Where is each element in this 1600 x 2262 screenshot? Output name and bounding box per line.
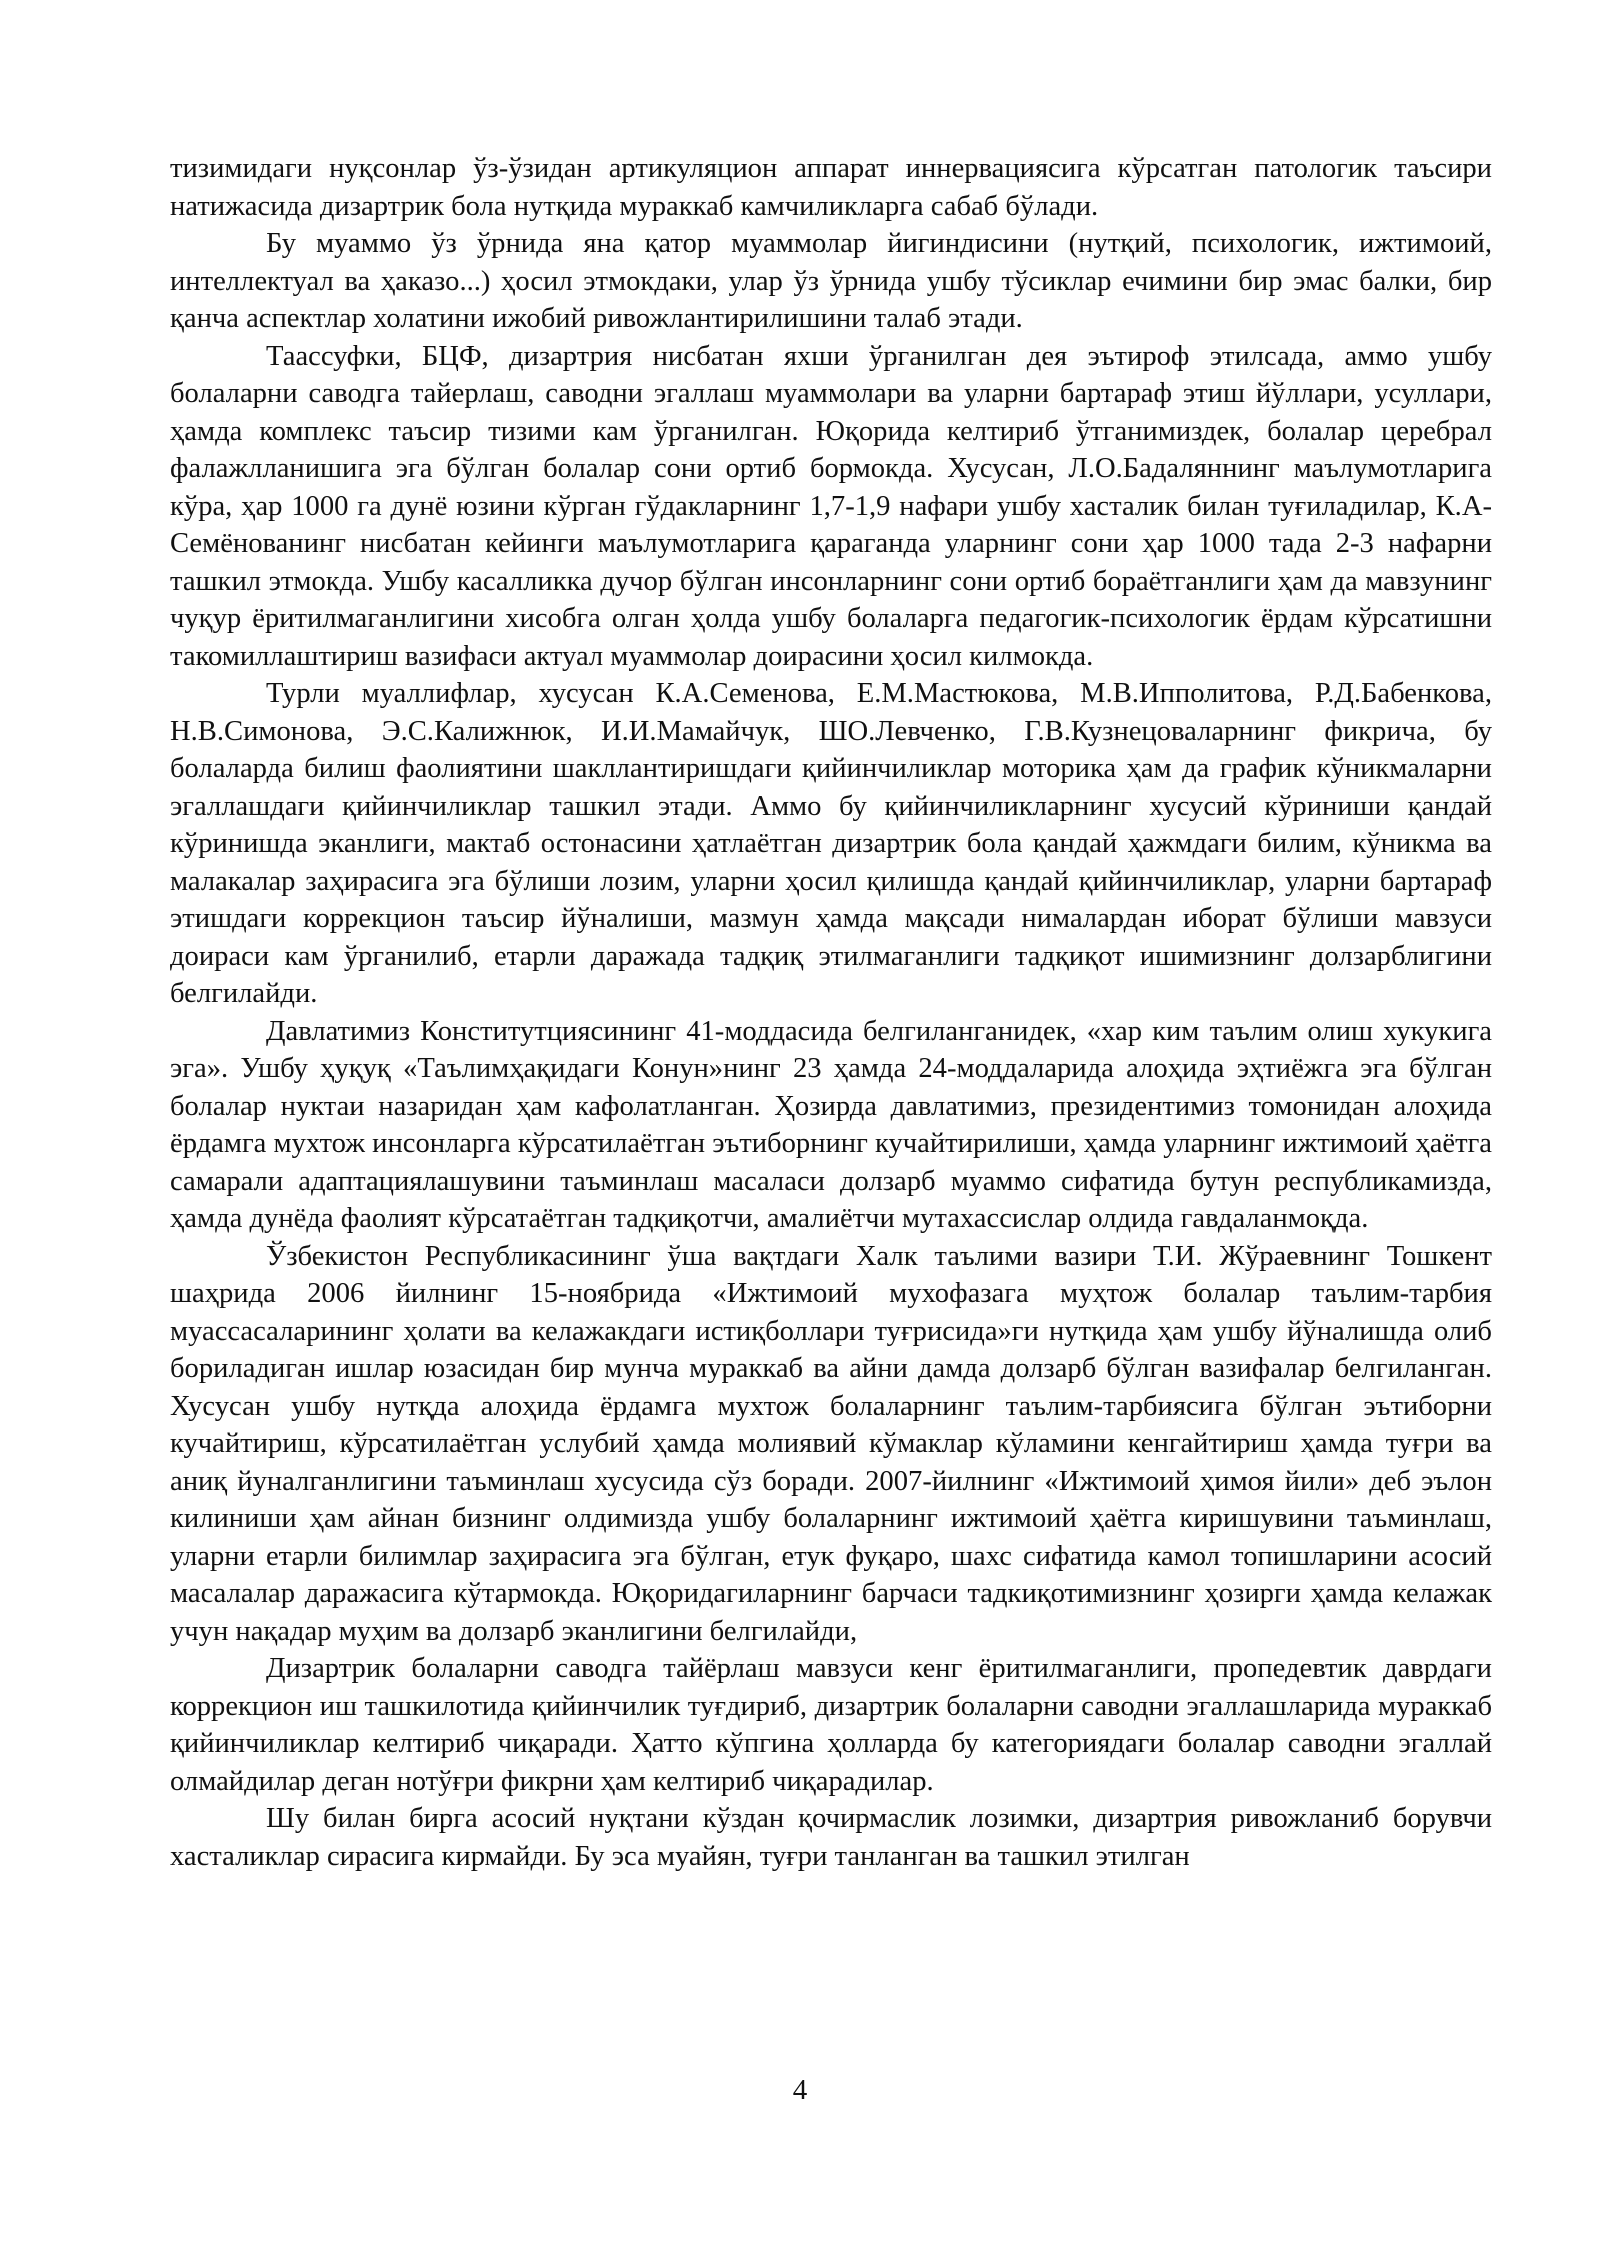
page-number: 4: [792, 2074, 808, 2106]
paragraph: Бу муаммо ўз ўрнида яна қатор муаммолар йигиндисини (нутқий, психологик, ижтимоий, интеллектуал ва ҳаказо...) ҳосил этмокдаки, улар ўз ўрнида ушбу тўсиклар ечимини бир эмас балки, бир қанча аспектлар холатини ижобий ривожлантирилишини талаб этади.: [170, 228, 1492, 334]
paragraph: Ўзбекистон Республикасининг ўша вақтдаги Халк таълими вазири Т.И. Жўраевнинг Тошкент шаҳрида 2006 йилнинг 15-ноябрида «Ижтимоий мухофазага муҳтож болалар таълим-тарбия муассасаларининг ҳолати ва келажакдаги истиқболлари туғрисида»ги нутқида ҳам ушбу йўналишда олиб бориладиган ишлар юзасидан бир мунча мураккаб ва айни дамда долзарб бўлган вазифалар белгиланган. Хусусан ушбу нутқда алоҳида ёрдамга мухтож болаларнинг таълим-тарбиясига бўлган эътиборни кучайтириш, кўрсатилаётган услубий ҳамда молиявий кўмаклар кўламини кенгайтириш ҳамда туғри ва аниқ йуналганлигини таъминлаш хусусида сўз боради. 2007-йилнинг «Ижтимоий ҳимоя йили» деб эълон килиниши ҳам айнан бизнинг олдимизда ушбу болаларнинг ижтимоий ҳаётга киришувини таъминлаш, уларни етарли билимлар заҳирасига эга бўлган, етук фуқаро, шахс сифатида камол топишларини асосий масалалар даражасига кўтармокда. Юқоридагиларнинг барчаси тадкиқотимизнинг ҳозирги ҳамда келажак учун нақадар муҳим ва долзарб эканлигини белгилайди,: [170, 1240, 1492, 1647]
paragraph: Таассуфки, БЦФ, дизартрия нисбатан яхши ўрганилган дея эътироф этилсада, аммо ушбу болаларни саводга тайерлаш, саводни эгаллаш муаммолари ва уларни бартараф этиш йўллари, усуллари, ҳамда комплекс таъсир тизими кам ўрганилган. Юқорида келтириб ўтганимиздек, болалар церебрал фалажлланишига эга бўлган болалар сони ортиб бормокда. Хусусан, Л.О.Бадаляннинг маълумотларига кўра, ҳар 1000 га дунё юзини кўрган гўдакларнинг 1,7-1,9 нафари ушбу хасталик билан туғиладилар, К.А-Семёнованинг нисбатан кейинги маълумотларига қараганда уларнинг сони ҳар 1000 тада 2-3 нафарни ташкил этмокда. Ушбу касалликка дучор бўлган инсонларнинг сони ортиб бораётганлиги ҳам да мавзунинг чуқур ёритилмаганлигини хисобга олган ҳолда ушбу болаларга педагогик-психологик ёрдам кўрсатишни такомиллаштириш вазифаси актуал муаммолар доирасини ҳосил килмокда.: [170, 340, 1492, 672]
document-body: [170, 150, 1492, 1875]
paragraph: Турли муаллифлар, хусусан К.А.Семенова, Е.М.Мастюкова, М.В.Ипполитова, Р.Д.Бабенкова, Н.В.Симонова, Э.С.Калижнюк, И.И.Мамайчук, ШО.Левченко, Г.В.Кузнецоваларнинг фикрича, бу болаларда билиш фаолиятини шакллантиришдаги қийинчиликлар моторика ҳам да график кўникмаларни эгаллашдаги қийинчиликлар ташкил этади. Аммо бу қийинчиликларнинг хусусий кўриниши қандай кўринишда эканлиги, мактаб остонасини ҳатлаётган дизартрик бола қандай ҳажмдаги билим, кўникма ва малакалар заҳирасига эга бўлиши лозим, уларни ҳосил қилишда қандай қийинчиликлар, уларни бартараф этишдаги коррекцион таъсир йўналиши, мазмун ҳамда мақсади нималардан иборат бўлиши мавзуси доираси кам ўрганилиб, етарли даражада тадқиқ этилмаганлиги тадқиқот ишимизнинг долзарблигини белгилайди.: [170, 678, 1492, 1009]
paragraph: Дизартрик болаларни саводга тайёрлаш мавзуси кенг ёритилмаганлиги, пропедевтик даврдаги коррекцион иш ташкилотида қийинчилик туғдириб, дизартрик болаларни саводни эгаллашларида мураккаб қийинчиликлар келтириб чиқаради. Ҳатто кўпгина ҳолларда бу категориядаги болалар саводни эгаллай олмайдилар деган нотўғри фикрни ҳам келтириб чиқарадилар.: [170, 1653, 1492, 1797]
paragraph: Шу билан бирга асосий нуқтани кўздан қочирмаслик лозимки, дизартрия ривожланиб борувчи хасталиклар сирасига кирмайди. Бу эса муайян, туғри танланган ва ташкил этилган: [170, 1803, 1492, 1872]
paragraph-continuation: тизимидаги нуқсонлар ўз-ўзидан артикуляцион аппарат иннервациясига кўрсатган патологик таъсири натижасида дизартрик бола нутқида мураккаб камчиликларга сабаб бўлади.: [170, 153, 1492, 222]
paragraph: Давлатимиз Конститутциясининг 41-моддасида белгиланганидек, «хар ким таълим олиш хукукига эга». Ушбу ҳуқуқ «Таълимҳақидаги Конун»нинг 23 ҳамда 24-моддаларида алоҳида эҳтиёжга эга бўлган болалар нуктаи назаридан ҳам кафолатланган. Ҳозирда давлатимиз, президентимиз томонидан алоҳида ёрдамга мухтож инсонларга кўрсатилаётган эътиборнинг кучайтирилиши, ҳамда уларнинг ижтимоий ҳаётга самарали адаптациялашувини таъминлаш масаласи долзарб муаммо сифатида бутун республикамизда, ҳамда дунёда фаолият кўрсатаётган тадқиқотчи, амалиётчи мутахассислар олдида гавдаланмоқда.: [170, 1015, 1492, 1234]
